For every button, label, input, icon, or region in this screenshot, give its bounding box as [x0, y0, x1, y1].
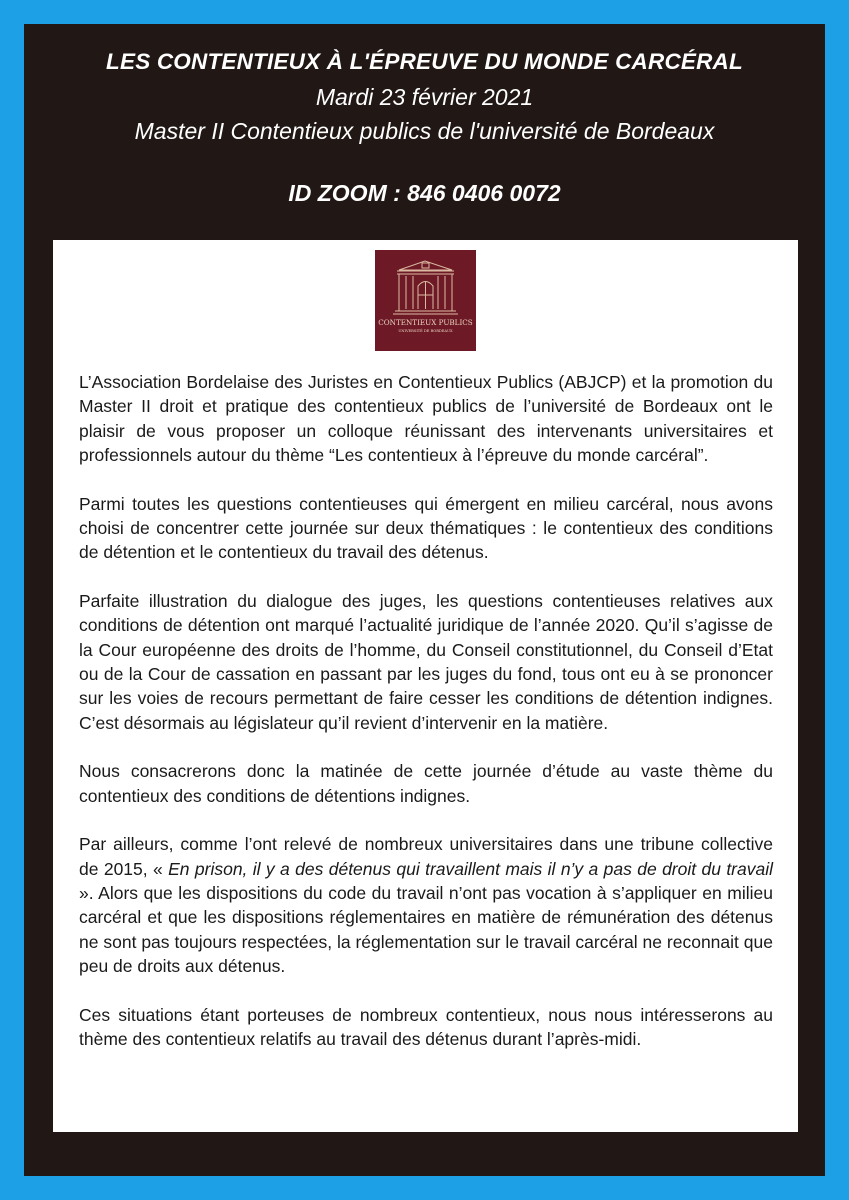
building-icon — [375, 250, 476, 351]
paragraph-morning: Nous consacrerons donc la matinée de cette journée d’étude au vaste thème du contentieux des conditions de détentions indignes. — [79, 761, 773, 806]
quote: En prison, il y a des détenus qui travaillent mais il n’y a pas de droit du travail — [168, 858, 773, 879]
event-organizer: Master II Contentieux publics de l'université de Bordeaux — [134, 118, 715, 144]
zoom-id: ID ZOOM : 846 0406 0072 — [288, 180, 561, 206]
event-title: LES CONTENTIEUX À L'ÉPREUVE DU MONDE CARCÉRAL — [106, 49, 743, 74]
paragraph-prison-labour-start: Par ailleurs, comme l’ont relevé de nombreux universitaires dans une tribune collective de 2015, « — [79, 834, 773, 879]
paragraph-prison-labour-end: ». Alors que les dispositions du code du travail n’ont pas vocation à s’appliquer en milieu carcéral et que les dispositions réglementaires en matière de rémunération des détenus ne sont pas toujours respectées, la réglementation sur le travail carcéral ne reconnait que peu de droits aux détenus. — [79, 883, 773, 976]
paragraph-prison-labour — [79, 832, 773, 978]
logo-subtitle: UNIVERSITÉ DE BORDEAUX — [398, 329, 453, 333]
content-card — [53, 240, 798, 1132]
event-date: Mardi 23 février 2021 — [315, 84, 534, 110]
poster-frame — [24, 24, 825, 1176]
logo-name: CONTENTIEUX PUBLICS — [378, 318, 473, 327]
body-text — [79, 370, 773, 1051]
paragraph-detention-conditions: Parfaite illustration du dialogue des juges, les questions contentieuses relatives aux conditions de détention ont marqué l’actualité juridique de l’année 2020. Qu’il s’agisse de la Cour européenne des droits de l’homme, du Conseil constitutionnel, du Conseil d’Etat ou de la Cour de cassation en passant par les juges du fond, tous ont eu à se prononcer sur les voies de recours permettant de faire cesser les conditions de détention indignes. C’est désormais au législateur qu’il revient d’intervenir en la matière. — [79, 591, 773, 733]
paragraph-afternoon: Ces situations étant porteuses de nombreux contentieux, nous nous intéresserons au thème des contentieux relatifs au travail des détenus durant l’après-midi. — [79, 1004, 773, 1050]
paragraph-themes: Parmi toutes les questions contentieuses qui émergent en milieu carcéral, nous avons choisi de concentrer cette journée sur deux thématiques : le contentieux des conditions de détention et le contentieux du travail des détenus. — [79, 493, 773, 563]
contentieux-publics-logo — [375, 250, 476, 351]
paragraph-intro: L’Association Bordelaise des Juristes en Contentieux Publics (ABJCP) et la promotion du Master II droit et pratique des contentieux publics de l’université de Bordeaux ont le plaisir de vous proposer un colloque réunissant des intervenants universitaires et professionnels autour du thème “Les contentieux à l’épreuve du monde carcéral”. — [79, 372, 773, 465]
header — [24, 44, 825, 210]
